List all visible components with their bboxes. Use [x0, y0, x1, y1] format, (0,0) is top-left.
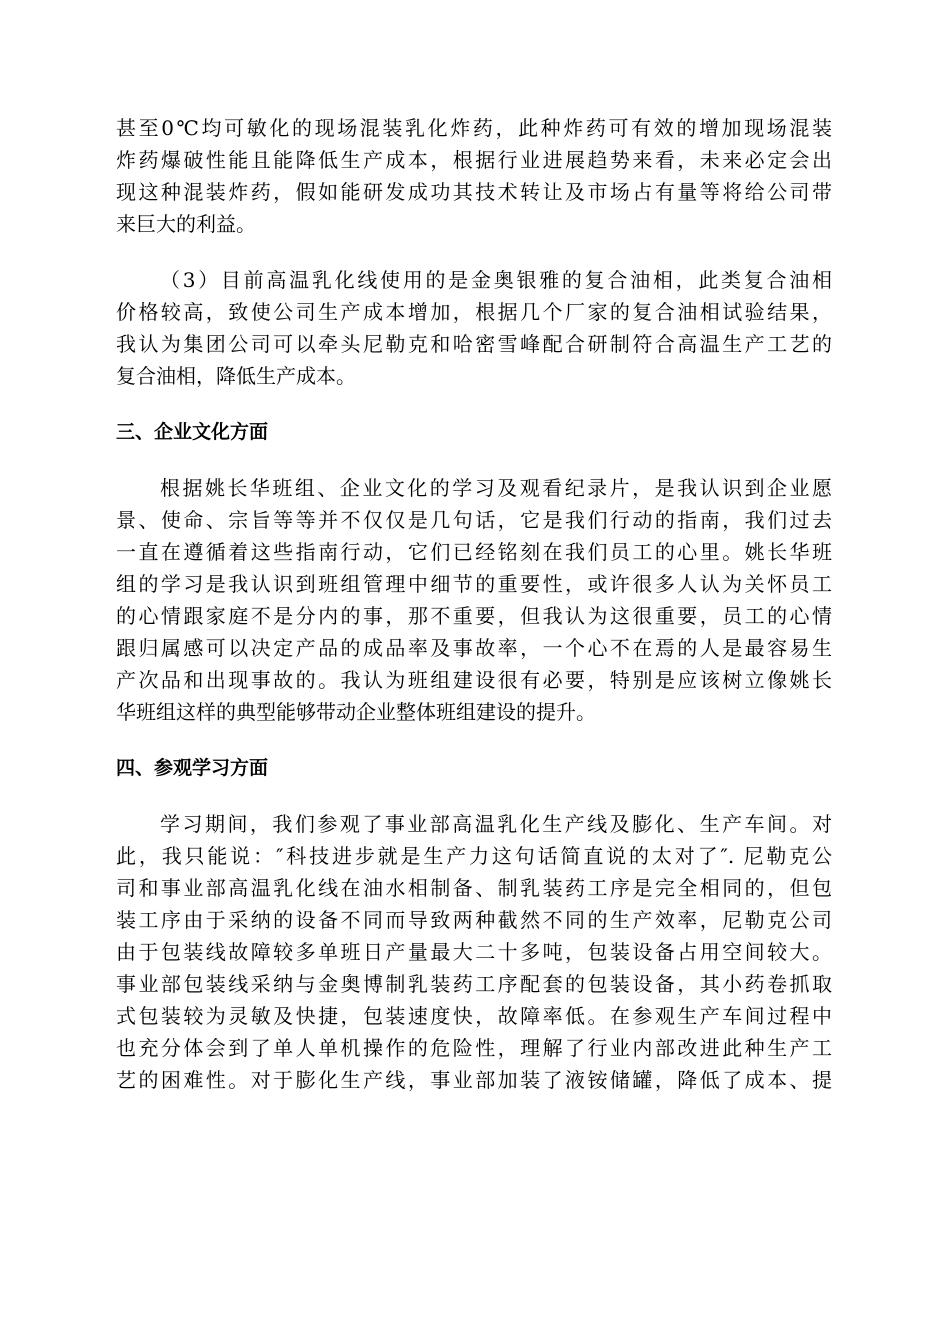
paragraph-visit — [116, 808, 832, 1096]
text-line: 来巨大的利益。 — [116, 212, 256, 236]
text-line: 现这种混装炸药，假如能研发成功其技术转让及市场占有量等将给公司带 — [116, 180, 832, 204]
text-line: 事业部包装线采纳与金奥博制乳装药工序配套的包装设备，其小药卷抓取 — [116, 972, 832, 996]
paragraph-gap — [116, 448, 832, 472]
text-line: 景、使命、宗旨等等并不仅仅是几句话，它是我们行动的指南，我们过去 — [116, 508, 832, 532]
text-line: 炸药爆破性能且能降低生产成本，根据行业进展趋势来看，未来必定会出 — [116, 148, 832, 172]
section-heading-culture: 三、企业文化方面 — [116, 421, 269, 443]
paragraph-culture — [116, 472, 832, 728]
text-line: 跟归属感可以决定产品的成品率及事故率，一个心不在焉的人是最容易生 — [116, 636, 832, 660]
text-line: 根据姚长华班组、企业文化的学习及观看纪录片，是我认识到企业愿 — [160, 476, 832, 500]
text-line: 的心情跟家庭不是分内的事，那不重要，但我认为这很重要，员工的心情 — [116, 604, 832, 628]
paragraph-item-3 — [116, 264, 832, 392]
paragraph-gap — [116, 784, 832, 808]
paragraph-gap — [116, 240, 832, 264]
text-line: （3）目前高温乳化线使用的是金奥银雅的复合油相，此类复合油相 — [160, 268, 832, 292]
paragraph-gap — [116, 728, 832, 752]
paragraph-continuation — [116, 112, 832, 240]
text-line: 华班组这样的典型能够带动企业整体班组建设的提升。 — [116, 700, 596, 724]
text-line: 一直在遵循着这些指南行动，它们已经铭刻在我们员工的心里。姚长华班 — [116, 540, 832, 564]
text-line: 由于包装线故障较多单班日产量最大二十多吨，包装设备占用空间较大。 — [116, 940, 832, 964]
text-line: 司和事业部高温乳化线在油水相制备、制乳装药工序是完全相同的，但包 — [116, 876, 832, 900]
section-heading-visit: 四、参观学习方面 — [116, 757, 269, 779]
text-line: 我认为集团公司可以牵头尼勒克和哈密雪峰配合研制符合高温生产工艺的 — [116, 332, 832, 356]
text-line: 产次品和出现事故的。我认为班组建设很有必要，特别是应该树立像姚长 — [116, 668, 832, 692]
text-line: 此，我只能说：″科技进步就是生产力这句话简直说的太对了″. 尼勒克公 — [116, 844, 832, 868]
text-line: 组的学习是我认识到班组管理中细节的重要性，或许很多人认为关怀员工 — [116, 572, 832, 596]
text-line: 甚至0℃均可敏化的现场混装乳化炸药，此种炸药可有效的增加现场混装 — [116, 116, 832, 140]
text-line: 价格较高，致使公司生产成本增加，根据几个厂家的复合油相试验结果， — [116, 300, 832, 324]
document-page — [116, 112, 832, 1096]
text-line: 装工序由于采纳的设备不同而导致两种截然不同的生产效率，尼勒克公司 — [116, 908, 832, 932]
paragraph-gap — [116, 392, 832, 416]
text-line: 学习期间，我们参观了事业部高温乳化生产线及膨化、生产车间。对 — [160, 812, 832, 836]
text-line: 复合油相，降低生产成本。 — [116, 364, 356, 388]
text-line: 式包装较为灵敏及快捷，包装速度快，故障率低。在参观生产车间过程中 — [116, 1004, 832, 1028]
text-line: 也充分体会到了单人单机操作的危险性，理解了行业内部改进此种生产工 — [116, 1036, 832, 1060]
text-line: 艺的困难性。对于膨化生产线，事业部加装了液铵储罐，降低了成本、提 — [116, 1068, 832, 1092]
